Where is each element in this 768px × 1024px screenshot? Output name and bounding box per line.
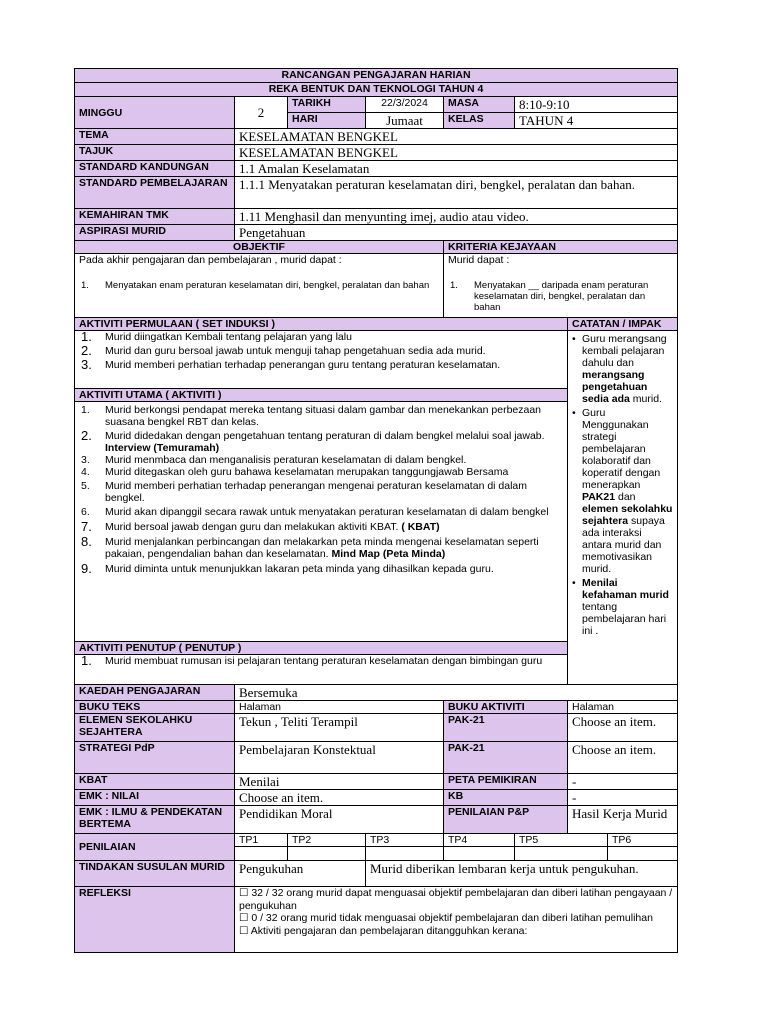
catatan-text: tentang pembelajaran hari ini . [582, 601, 667, 637]
tp6-header: TP6 [608, 834, 678, 847]
catatan-header: CATATAN / IMPAK [568, 318, 678, 331]
kaedah-label: KAEDAH PENGAJARAN [75, 685, 235, 701]
buku-teks-label: BUKU TEKS [75, 701, 235, 714]
strategi-value[interactable]: Pembelajaran Konstektual [235, 742, 444, 774]
refleksi-checkbox-3[interactable]: ☐ Aktiviti pengajaran dan pembelajaran ditangguhkan kerana: [239, 924, 528, 937]
refleksi-cell [235, 887, 678, 953]
penilaian-label: PENILAIAN [75, 834, 235, 861]
tajuk-label: TAJUK [75, 145, 235, 161]
kelas-label: KELAS [444, 113, 515, 129]
kriteria-header: KRITERIA KEJAYAAN [444, 241, 678, 254]
buku-aktiviti-label: BUKU AKTIVITI [444, 701, 568, 714]
tp2-header: TP2 [288, 834, 366, 847]
objektif-cell [75, 254, 444, 318]
kriteria-intro: Murid dapat : [448, 254, 510, 266]
tp1-cell[interactable] [235, 847, 288, 861]
pak21-label-2: PAK-21 [444, 742, 568, 774]
peta-pemikiran-value[interactable]: - [568, 774, 678, 790]
penutup-item: Murid membuat rumusan isi pelajaran tentang peraturan keselamatan dengan bimbingan guru [105, 655, 543, 667]
utama-item: Murid diminta untuk menunjukkan lakaran peta minda yang dihasilkan kepada guru. [105, 563, 494, 575]
hari-value[interactable]: Jumaat [366, 113, 444, 129]
kb-label: KB [444, 790, 568, 806]
utama-item-bold: Mind Map (Peta Minda) [331, 548, 446, 560]
utama-item: Murid bersoal jawab dengan guru dan melakukan aktiviti KBAT. [105, 521, 402, 533]
kbat-label: KBAT [75, 774, 235, 790]
plan-subtitle: REKA BENTUK DAN TEKNOLOGI TAHUN 4 [75, 83, 678, 97]
standard-pembelajaran-value[interactable]: 1.1.1 Menyatakan peraturan keselamatan diri, bengkel, peralatan dan bahan. [235, 177, 678, 209]
utama-item: Murid menmbaca dan menganalisis peraturan keselamatan di dalam bengkel. [105, 454, 467, 466]
refleksi-checkbox-2[interactable]: ☐ 0 / 32 orang murid tidak menguasai objektif pembelajaran dan diberi latihan pemulihan [239, 912, 653, 924]
catatan-text: dan [615, 491, 636, 503]
buku-teks-value[interactable]: Halaman [235, 701, 444, 714]
elemen-value[interactable]: Tekun , Teliti Terampil [235, 714, 444, 742]
tp3-header: TP3 [366, 834, 444, 847]
tindakan-susulan-value[interactable]: Pengukuhan [235, 861, 366, 887]
refleksi-checkbox-1[interactable]: ☐ 32 / 32 orang murid dapat menguasai objektif pembelajaran dan diberi latihan pengayaan / pengukuhan [239, 887, 673, 912]
permulaan-item-number: 2. [81, 343, 92, 358]
buku-aktiviti-value[interactable]: Halaman [568, 701, 678, 714]
standard-kandungan-value[interactable]: 1.1 Amalan Keselamatan [235, 161, 678, 177]
kaedah-value[interactable]: Bersemuka [235, 685, 678, 701]
catatan-text-bold: Menilai kefahaman murid [582, 577, 669, 601]
utama-item-number: 5. [81, 480, 90, 492]
elemen-label: ELEMEN SEKOLAHKU SEJAHTERA [75, 714, 235, 742]
kriteria-item-number: 1. [450, 280, 458, 291]
kriteria-item: Menyatakan __ daripada enam peraturan keselamatan diri, bengkel, peralatan dan bahan [474, 280, 649, 313]
masa-label: MASA [444, 97, 515, 113]
catatan-text: murid. [629, 393, 662, 405]
permulaan-item: Murid diingatkan Kembali tentang pelajaran yang lalu [105, 331, 352, 343]
tarikh-value[interactable]: 22/3/2024 [366, 97, 444, 113]
utama-item-number: 6. [81, 506, 90, 518]
catatan-text: Guru Menggunakan strategi pembelajaran kolaboratif dan koperatif dengan menerapkan [582, 407, 661, 491]
utama-item-number: 7. [81, 519, 92, 534]
pak21-dropdown[interactable]: Choose an item. [568, 714, 678, 742]
aktiviti-penutup-header: AKTIVITI PENUTUP ( PENUTUP ) [75, 642, 568, 655]
utama-item: Murid menjalankan perbincangan dan melakarkan peta minda mengenai keselamatan seperti pakaian, pengendalian bahan dan keselamatan. [105, 536, 539, 560]
emk-nilai-label: EMK : NILAI [75, 790, 235, 806]
tarikh-label: TARIKH [288, 97, 366, 113]
utama-item: Murid ditegaskan oleh guru bahawa keselamatan merupakan tanggungjawab Bersama [105, 466, 509, 478]
aktiviti-permulaan-header: AKTIVITI PERMULAAN ( SET INDUKSI ) [75, 318, 568, 331]
emk-ilmu-label: EMK : ILMU & PENDEKATAN BERTEMA [75, 806, 235, 834]
kemahiran-tmk-label: KEMAHIRAN TMK [75, 209, 235, 225]
utama-item: Murid didedakan dengan pengetahuan tentang peraturan di dalam bengkel melalui soal jawab. [105, 430, 545, 442]
tp5-cell[interactable] [515, 847, 608, 861]
lesson-plan-table [74, 68, 678, 953]
catatan-text-bold: PAK21 [582, 491, 616, 503]
tp5-header: TP5 [515, 834, 608, 847]
penutup-item-number: 1. [81, 654, 92, 668]
pak21-dropdown-2[interactable]: Choose an item. [568, 742, 678, 774]
permulaan-item: Murid dan guru bersoal jawab untuk menguji tahap pengetahuan sedia ada murid. [105, 345, 486, 357]
tajuk-value[interactable]: KESELAMATAN BENGKEL [235, 145, 678, 161]
aspirasi-murid-value[interactable]: Pengetahuan [235, 225, 678, 241]
kelas-value[interactable]: TAHUN 4 [515, 113, 678, 129]
objektif-item: Menyatakan enam peraturan keselamatan diri, bengkel, peralatan dan bahan [105, 280, 430, 291]
hari-label: HARI [288, 113, 366, 129]
penilaian-pp-label: PENILAIAN P&P [444, 806, 568, 834]
lesson-plan-sheet [74, 68, 677, 953]
peta-pemikiran-label: PETA PEMIKIRAN [444, 774, 568, 790]
utama-item-number: 4. [81, 466, 90, 478]
catatan-text: Guru merangsang kembali pelajaran dahulu dan [582, 333, 667, 369]
utama-item-number: 8. [81, 534, 92, 549]
minggu-label: MINGGU [75, 97, 235, 129]
objektif-header: OBJEKTIF [75, 241, 444, 254]
penilaian-pp-value[interactable]: Hasil Kerja Murid [568, 806, 678, 834]
utama-item-number: 9. [81, 561, 92, 576]
utama-item-number: 2. [81, 428, 92, 443]
aktiviti-permulaan-cell [75, 331, 568, 389]
tindakan-susulan-label: TINDAKAN SUSULAN MURID [75, 861, 235, 887]
tindakan-susulan-desc[interactable]: Murid diberikan lembaran kerja untuk pengukuhan. [366, 861, 678, 887]
permulaan-item-number: 3. [81, 357, 92, 372]
tp6-cell[interactable] [608, 847, 678, 861]
permulaan-item-number: 1. [81, 330, 92, 344]
aktiviti-utama-cell [75, 402, 568, 642]
utama-item: Murid akan dipanggil secara rawak untuk menyatakan peraturan keselamatan di dalam bengkel [105, 506, 549, 518]
kriteria-cell [444, 254, 678, 318]
standard-pembelajaran-label: STANDARD PEMBELAJARAN [75, 177, 235, 209]
objektif-intro: Pada akhir pengajaran dan pembelajaran , murid dapat : [79, 254, 342, 266]
utama-item-bold: ( KBAT) [401, 521, 440, 533]
tp4-cell[interactable] [444, 847, 515, 861]
tema-value[interactable]: KESELAMATAN BENGKEL [235, 129, 678, 145]
tp4-header: TP4 [444, 834, 515, 847]
objektif-item-number: 1. [81, 280, 89, 291]
tp3-cell[interactable] [366, 847, 444, 861]
aktiviti-utama-header: AKTIVITI UTAMA ( AKTIVITI ) [75, 389, 568, 402]
catatan-text: supaya ada interaksi antara murid dan memotivasikan murid. [582, 515, 665, 575]
tp2-cell[interactable] [288, 847, 366, 861]
strategi-label: STRATEGI PdP [75, 742, 235, 774]
pak21-label: PAK-21 [444, 714, 568, 742]
kb-value[interactable]: - [568, 790, 678, 806]
plan-title: RANCANGAN PENGAJARAN HARIAN [75, 69, 678, 83]
masa-value[interactable]: 8:10-9:10 [515, 97, 678, 113]
minggu-value[interactable]: 2 [235, 97, 288, 129]
kemahiran-tmk-value[interactable]: 1.11 Menghasil dan menyunting imej, audio atau video. [235, 209, 678, 225]
utama-item: Murid berkongsi pendapat mereka tentang situasi dalam gambar dan menekankan perbezaan suasana bengkel RBT dan kelas. [105, 404, 542, 428]
emk-nilai-dropdown[interactable]: Choose an item. [235, 790, 444, 806]
tema-label: TEMA [75, 129, 235, 145]
utama-item-number: 1. [81, 404, 90, 416]
utama-item-number: 3. [81, 454, 90, 466]
aktiviti-penutup-cell [75, 655, 568, 685]
catatan-cell: • Guru merangsang kembali pelajaran dahulu dan merangsang pengetahuan sedia ada murid. • Guru Menggunakan strategi pembelajaran kolaboratif dan koperatif dengan menerapkan PAK21 dan elemen sekolahku sejahtera supaya ada interaksi antara murid dan memotivasikan murid. • Menilai kefahaman murid tentang pembelajaran hari ini . [568, 331, 678, 685]
aspirasi-murid-label: ASPIRASI MURID [75, 225, 235, 241]
catatan-text-bold: elemen sekolahku sejahtera [582, 503, 673, 527]
tp1-header: TP1 [235, 834, 288, 847]
catatan-text-bold: merangsang pengetahuan sedia ada [582, 369, 648, 405]
permulaan-item: Murid memberi perhatian terhadap penerangan guru tentang peraturan keselamatan. [105, 359, 501, 371]
utama-item-bold: Interview (Temuramah) [105, 442, 220, 454]
utama-item: Murid memberi perhatian terhadap penerangan mengenai peraturan keselamatan di dalam bengkel. [105, 480, 528, 504]
kbat-value[interactable]: Menilai [235, 774, 444, 790]
standard-kandungan-label: STANDARD KANDUNGAN [75, 161, 235, 177]
emk-ilmu-value[interactable]: Pendidikan Moral [235, 806, 444, 834]
refleksi-label: REFLEKSI [75, 887, 235, 953]
